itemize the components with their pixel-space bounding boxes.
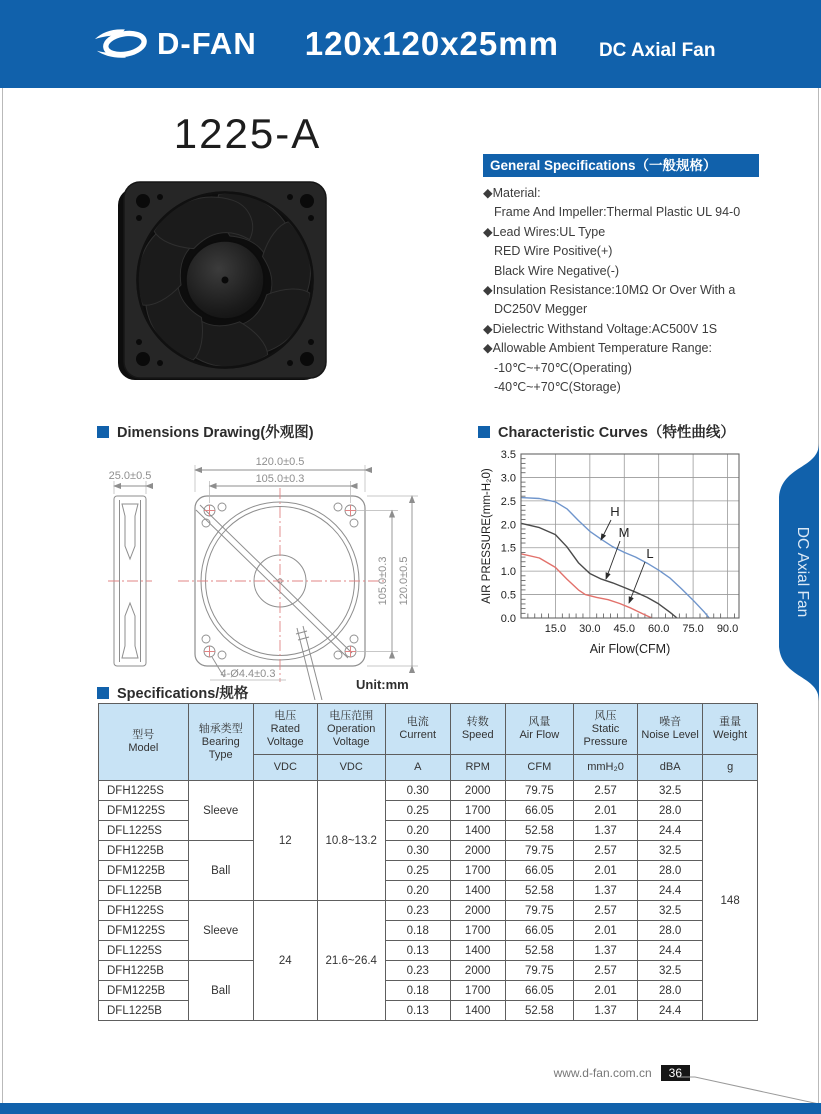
curves-title-text: Characteristic Curves（特性曲线）	[498, 425, 735, 441]
y-tick-label: 3.5	[500, 449, 516, 461]
x-tick-label: 15.0	[544, 623, 567, 635]
unit-label: Unit:mm	[356, 677, 409, 692]
side-tab-label: DC Axial Fan	[794, 526, 811, 618]
page-title-size: 120x120x25mm	[304, 25, 559, 62]
col-header-bearing: 轴承类型 Bearing Type	[188, 704, 253, 781]
cell-model: DFH1225B	[99, 841, 189, 861]
cell-model: DFM1225B	[99, 981, 189, 1001]
col-header-rated-voltage: 电压 Rated Voltage	[253, 704, 317, 755]
cell-noise: 28.0	[638, 861, 703, 881]
footer-corner-line	[677, 1071, 819, 1105]
y-tick-label: 0.0	[500, 613, 516, 625]
unit-g: g	[703, 755, 758, 781]
x-tick-label: 30.0	[579, 623, 601, 635]
cell-pressure: 2.01	[574, 801, 638, 821]
cell-airflow: 79.75	[505, 841, 574, 861]
cell-noise: 24.4	[638, 881, 703, 901]
cell-airflow: 52.58	[505, 1001, 574, 1021]
unit-mmh2o: mmH₂0	[574, 755, 638, 781]
cell-noise: 28.0	[638, 921, 703, 941]
unit-a: A	[385, 755, 450, 781]
cell-noise: 24.4	[638, 821, 703, 841]
cell-current: 0.20	[385, 881, 450, 901]
cell-noise: 24.4	[638, 941, 703, 961]
cell-model: DFL1225S	[99, 821, 189, 841]
cell-rated-voltage: 24	[253, 901, 317, 1021]
svg-text:L: L	[646, 546, 654, 561]
cell-speed: 2000	[450, 901, 505, 921]
unit-dba: dBA	[638, 755, 703, 781]
x-tick-label: 60.0	[647, 623, 670, 635]
bottom-accent-bar	[0, 1103, 821, 1114]
cell-speed: 1700	[450, 861, 505, 881]
spec-line: Black Wire Negative(-)	[494, 263, 620, 278]
cell-model: DFM1225S	[99, 801, 189, 821]
cell-speed: 2000	[450, 961, 505, 981]
spec-line: ◆Dielectric Withstand Voltage:AC500V 1S	[483, 321, 718, 336]
spec-line: RED Wire Positive(+)	[494, 244, 613, 259]
website-url: www.d-fan.com.cn	[553, 1066, 652, 1080]
col-header-current: 电流 Current	[385, 704, 450, 755]
cell-pressure: 1.37	[574, 941, 638, 961]
general-specifications-list	[483, 184, 759, 397]
svg-text:H: H	[610, 504, 620, 519]
x-tick-label: 75.0	[682, 623, 704, 635]
spec-table-title-text: Specifications/规格	[117, 686, 249, 702]
table-row	[99, 841, 758, 861]
cell-current: 0.25	[385, 801, 450, 821]
y-tick-label: 1.5	[500, 542, 516, 555]
dim-hole-pitch-label: 105.0±0.3	[255, 473, 305, 485]
cell-noise: 28.0	[638, 801, 703, 821]
table-row	[99, 901, 758, 921]
unit-cfm: CFM	[505, 755, 574, 781]
cell-airflow: 66.05	[505, 981, 574, 1001]
page-subtitle: DC Axial Fan	[598, 40, 716, 61]
spec-line: ◆Material:	[483, 186, 541, 200]
cell-noise: 32.5	[638, 781, 703, 801]
cell-model: DFL1225B	[99, 1001, 189, 1021]
cell-noise: 24.4	[638, 1001, 703, 1021]
x-tick-label: 45.0	[613, 623, 635, 635]
cell-speed: 1400	[450, 941, 505, 961]
curve-annotation-H	[601, 504, 620, 540]
section-bullet-icon	[478, 426, 490, 438]
cell-airflow: 66.05	[505, 921, 574, 941]
cell-current: 0.20	[385, 821, 450, 841]
cell-bearing: Ball	[188, 961, 253, 1021]
header-band	[0, 0, 821, 88]
y-axis-label: AIR PRESSURE(mm-H₂0)	[481, 468, 493, 604]
cell-pressure: 2.01	[574, 981, 638, 1001]
spec-line: ◆Allowable Ambient Temperature Range:	[483, 341, 712, 356]
cell-weight: 148	[703, 781, 758, 1021]
brand-name: D-FAN	[157, 26, 257, 61]
cell-airflow: 66.05	[505, 861, 574, 881]
cell-pressure: 2.57	[574, 961, 638, 981]
col-header-weight: 重量 Weight	[703, 704, 758, 755]
col-header-model: 型号 Model	[99, 704, 189, 781]
cell-model: DFL1225S	[99, 941, 189, 961]
cell-airflow: 79.75	[505, 961, 574, 981]
cell-airflow: 79.75	[505, 781, 574, 801]
brand-logo	[93, 26, 257, 62]
specifications-table	[98, 703, 758, 1021]
curve-L	[521, 554, 652, 618]
cell-noise: 32.5	[638, 961, 703, 981]
x-tick-label: 90.0	[716, 623, 739, 635]
cell-airflow: 52.58	[505, 941, 574, 961]
dim-thickness-label: 25.0±0.5	[108, 470, 152, 482]
fan-hub-center	[222, 277, 229, 284]
y-tick-label: 3.0	[500, 472, 516, 485]
cell-pressure: 2.01	[574, 921, 638, 941]
cell-speed: 1700	[450, 801, 505, 821]
cell-speed: 1700	[450, 921, 505, 941]
curves-section-title	[478, 421, 735, 442]
col-header-pressure: 风压 Static Pressure	[574, 704, 638, 755]
unit-vdc: VDC	[317, 755, 385, 781]
cell-current: 0.13	[385, 1001, 450, 1021]
cell-pressure: 1.37	[574, 821, 638, 841]
table-row	[99, 781, 758, 801]
spec-line: -10℃~+70℃(Operating)	[494, 360, 632, 375]
cell-noise: 28.0	[638, 981, 703, 1001]
cell-airflow: 66.05	[505, 801, 574, 821]
cell-bearing: Ball	[188, 841, 253, 901]
cell-airflow: 79.75	[505, 901, 574, 921]
cell-speed: 1400	[450, 821, 505, 841]
general-specifications-header: General Specifications（一般规格）	[483, 154, 759, 177]
spec-line: ◆Insulation Resistance:10MΩ Or Over With a	[483, 283, 736, 298]
cell-pressure: 2.57	[574, 841, 638, 861]
page-number-badge: 36	[661, 1065, 690, 1081]
cell-noise: 32.5	[638, 841, 703, 861]
y-tick-label: 0.5	[500, 589, 516, 602]
spec-line: DC250V Megger	[494, 302, 588, 317]
side-tab	[765, 443, 819, 701]
cell-model: DFH1225B	[99, 961, 189, 981]
table-row	[99, 961, 758, 981]
dim-outer-height-label: 120.0±0.5	[398, 556, 410, 606]
y-tick-label: 2.5	[500, 495, 516, 508]
cell-model: DFL1225B	[99, 881, 189, 901]
col-header-airflow: 风量 Air Flow	[505, 704, 574, 755]
cell-speed: 1700	[450, 981, 505, 1001]
cell-pressure: 2.01	[574, 861, 638, 881]
spec-table-section-title	[97, 682, 248, 703]
cell-current: 0.23	[385, 901, 450, 921]
cell-pressure: 1.37	[574, 1001, 638, 1021]
cell-rated-voltage: 12	[253, 781, 317, 901]
characteristic-curves-chart	[477, 446, 757, 684]
cell-current: 0.18	[385, 981, 450, 1001]
col-header-operation-voltage: 电压范围 Operation Voltage	[317, 704, 385, 755]
cell-airflow: 52.58	[505, 881, 574, 901]
cell-pressure: 2.57	[574, 781, 638, 801]
section-bullet-icon	[97, 687, 109, 699]
y-tick-label: 1.0	[500, 566, 516, 579]
dim-outer-width-label: 120.0±0.5	[255, 456, 305, 468]
unit-rpm: RPM	[450, 755, 505, 781]
cell-bearing: Sleeve	[188, 901, 253, 961]
cell-model: DFM1225S	[99, 921, 189, 941]
cell-pressure: 1.37	[574, 881, 638, 901]
cell-bearing: Sleeve	[188, 781, 253, 841]
col-header-speed: 转数 Speed	[450, 704, 505, 755]
cell-model: DFH1225S	[99, 901, 189, 921]
product-series-title: 1225-A	[173, 110, 322, 157]
cell-speed: 1400	[450, 881, 505, 901]
cell-speed: 2000	[450, 781, 505, 801]
cell-airflow: 52.58	[505, 821, 574, 841]
cell-model: DFM1225B	[99, 861, 189, 881]
cell-pressure: 2.57	[574, 901, 638, 921]
y-tick-label: 2.0	[500, 519, 516, 532]
section-bullet-icon	[97, 426, 109, 438]
cell-model: DFH1225S	[99, 781, 189, 801]
cell-voltage-range: 10.8~13.2	[317, 781, 385, 901]
cell-current: 0.23	[385, 961, 450, 981]
cell-voltage-range: 21.6~26.4	[317, 901, 385, 1021]
cell-current: 0.25	[385, 861, 450, 881]
fan-product-photo	[112, 178, 336, 386]
svg-text:M: M	[618, 525, 630, 540]
unit-vdc: VDC	[253, 755, 317, 781]
dim-holes-label: 4-Ø4.4±0.3	[220, 668, 276, 680]
x-axis-label: Air Flow(CFM)	[589, 642, 671, 656]
dimensions-title-text: Dimensions Drawing(外观图)	[117, 425, 314, 441]
col-header-noise: 噪音 Noise Level	[638, 704, 703, 755]
cell-noise: 32.5	[638, 901, 703, 921]
cell-current: 0.18	[385, 921, 450, 941]
fan-swirl-logo-icon	[93, 26, 155, 62]
cell-current: 0.30	[385, 781, 450, 801]
cell-current: 0.13	[385, 941, 450, 961]
spec-line: Frame And Impeller:Thermal Plastic UL 94-0	[494, 205, 741, 220]
chart-border	[521, 454, 739, 618]
cell-current: 0.30	[385, 841, 450, 861]
footer	[554, 1065, 690, 1081]
dimensions-section-title	[97, 421, 314, 442]
dim-hole-pitch-v-label: 105.0±0.3	[377, 556, 389, 606]
cell-speed: 1400	[450, 1001, 505, 1021]
cell-speed: 2000	[450, 841, 505, 861]
dimensions-drawing	[100, 446, 460, 700]
spec-line: -40℃~+70℃(Storage)	[494, 380, 621, 395]
general-specifications-section	[483, 154, 759, 397]
spec-line: ◆Lead Wires:UL Type	[483, 224, 606, 239]
page-frame-left	[2, 88, 3, 1103]
